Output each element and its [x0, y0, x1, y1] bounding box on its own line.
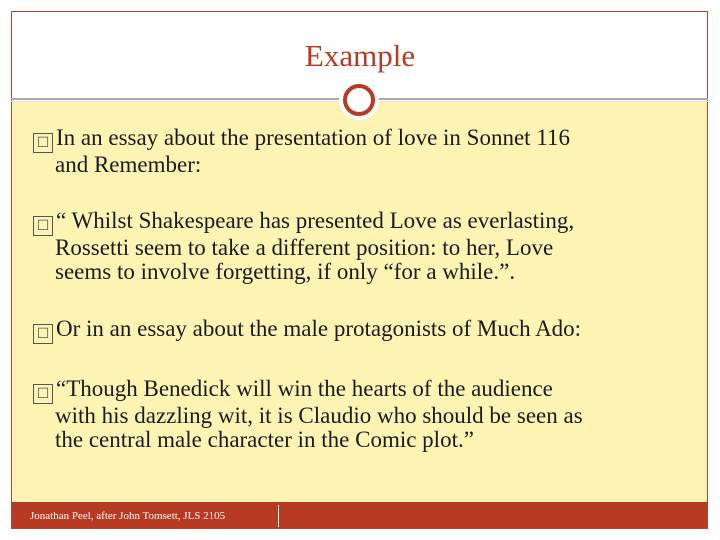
checkbox-bullet-icon: ☐: [33, 384, 53, 404]
bullet-text: Or in an essay about the male protagonists of Much Ado:: [56, 316, 582, 341]
checkbox-bullet-icon: ☐: [33, 133, 53, 153]
bullet-continuation: Rossetti seem to take a different position: to her, Love: [55, 235, 554, 260]
bullet-line: [33, 377, 693, 404]
bullet-text: “Though Benedick will win the hearts of the audience: [56, 376, 553, 401]
slide-title: Example: [304, 38, 416, 73]
bullet-continuation: with his dazzling wit, it is Claudio who should be seen as: [55, 403, 583, 428]
bullet-item-3: [33, 317, 693, 344]
bullet-continuation: seems to involve forgetting, if only “for a while.”.: [55, 259, 516, 284]
circle-emblem-icon: [339, 80, 379, 120]
checkbox-bullet-icon: ☐: [33, 216, 53, 236]
checkbox-bullet-icon: ☐: [33, 324, 53, 344]
bullet-item-2: [33, 209, 693, 284]
circle-ring: [343, 84, 375, 116]
bullet-continuation: and Remember:: [55, 152, 202, 177]
bullet-line: [33, 317, 693, 344]
bullet-item-4: [33, 377, 693, 452]
bullet-text: “ Whilst Shakespeare has presented Love as everlasting,: [56, 208, 575, 233]
bullet-text: In an essay about the presentation of love in Sonnet 116: [56, 125, 570, 150]
footer-credit: Jonathan Peel, after John Tomsett, JLS 2105: [30, 510, 226, 522]
footer-divider: [278, 505, 279, 527]
bullet-line: [33, 209, 693, 236]
bullet-continuation: the central male character in the Comic plot.”: [55, 427, 474, 452]
bullet-item-1: [33, 126, 693, 177]
bullet-line: [33, 126, 693, 153]
